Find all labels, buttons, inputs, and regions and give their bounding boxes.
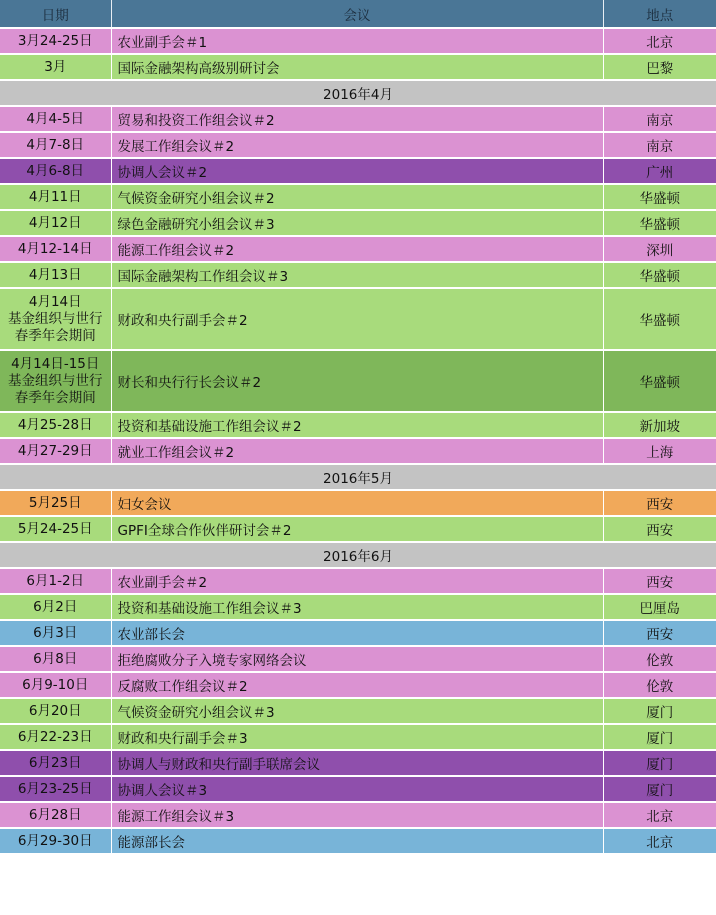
date-text: 3月24-25日 <box>17 32 93 49</box>
location-cell: 伦敦 <box>603 646 716 672</box>
location-cell: 西安 <box>603 568 716 594</box>
meeting-cell: 财长和央行行长会议＃2 <box>111 350 603 412</box>
location-cell: 南京 <box>603 106 716 132</box>
date-text: 6月2日 <box>33 598 78 615</box>
meeting-cell: 财政和央行副手会＃2 <box>111 288 603 350</box>
table-row <box>0 620 716 646</box>
date-cell <box>0 28 111 54</box>
date-text: 6月23日 <box>28 754 82 771</box>
date-text: 6月9-10日 <box>22 676 89 693</box>
table-row <box>0 516 716 542</box>
meeting-cell: GPFI全球合作伙伴研讨会＃2 <box>111 516 603 542</box>
date-text: 4月27-29日 <box>17 442 93 459</box>
header-row <box>0 0 716 28</box>
date-cell <box>0 672 111 698</box>
meeting-cell: 气候资金研究小组会议＃2 <box>111 184 603 210</box>
table-row <box>0 724 716 750</box>
location-cell: 北京 <box>603 28 716 54</box>
table-row <box>0 350 716 412</box>
date-cell <box>0 438 111 464</box>
date-cell <box>0 646 111 672</box>
location-cell: 深圳 <box>603 236 716 262</box>
date-text: 4月25-28日 <box>17 416 93 433</box>
meeting-cell: 农业部长会 <box>111 620 603 646</box>
section-label: 2016年4月 <box>0 80 716 106</box>
date-text: 4月11日 <box>28 188 82 205</box>
header-meeting: 会议 <box>111 0 603 28</box>
date-cell <box>0 210 111 236</box>
meeting-cell: 农业副手会＃2 <box>111 568 603 594</box>
date-cell <box>0 776 111 802</box>
table-row <box>0 184 716 210</box>
meeting-cell: 就业工作组会议＃2 <box>111 438 603 464</box>
meeting-cell: 投资和基础设施工作组会议＃3 <box>111 594 603 620</box>
date-text: 4月12日 <box>28 214 82 231</box>
date-cell <box>0 828 111 854</box>
meeting-cell: 农业副手会＃1 <box>111 28 603 54</box>
date-cell <box>0 490 111 516</box>
date-text: 6月8日 <box>33 650 78 667</box>
location-cell: 华盛顿 <box>603 184 716 210</box>
location-cell: 伦敦 <box>603 672 716 698</box>
date-cell <box>0 184 111 210</box>
date-cell <box>0 724 111 750</box>
date-cell <box>0 698 111 724</box>
location-cell: 华盛顿 <box>603 262 716 288</box>
table-row <box>0 776 716 802</box>
meeting-cell: 发展工作组会议＃2 <box>111 132 603 158</box>
location-cell: 新加坡 <box>603 412 716 438</box>
date-text: 6月29-30日 <box>17 832 93 849</box>
date-cell <box>0 262 111 288</box>
table-row <box>0 54 716 80</box>
location-cell: 巴黎 <box>603 54 716 80</box>
section-row <box>0 464 716 490</box>
meeting-cell: 拒绝腐败分子入境专家网络会议 <box>111 646 603 672</box>
table-row <box>0 158 716 184</box>
table-row <box>0 262 716 288</box>
date-text: 4月14日 基金组织与世行 春季年会期间 <box>8 293 103 344</box>
location-cell: 华盛顿 <box>603 210 716 236</box>
meeting-cell: 协调人会议＃3 <box>111 776 603 802</box>
location-cell: 厦门 <box>603 776 716 802</box>
date-cell <box>0 594 111 620</box>
table-row <box>0 28 716 54</box>
location-cell: 北京 <box>603 802 716 828</box>
table-row <box>0 412 716 438</box>
date-cell <box>0 516 111 542</box>
date-cell <box>0 620 111 646</box>
date-text: 6月28日 <box>28 806 82 823</box>
date-text: 5月25日 <box>28 494 82 511</box>
date-text: 5月24-25日 <box>17 520 93 537</box>
location-cell: 华盛顿 <box>603 288 716 350</box>
header-location: 地点 <box>603 0 716 28</box>
location-cell: 北京 <box>603 828 716 854</box>
meeting-cell: 气候资金研究小组会议＃3 <box>111 698 603 724</box>
table-row <box>0 288 716 350</box>
date-cell <box>0 288 111 350</box>
location-cell: 华盛顿 <box>603 350 716 412</box>
table-row <box>0 438 716 464</box>
header-date: 日期 <box>0 0 111 28</box>
table-row <box>0 750 716 776</box>
meeting-cell: 反腐败工作组会议＃2 <box>111 672 603 698</box>
meeting-cell: 贸易和投资工作组会议＃2 <box>111 106 603 132</box>
date-cell <box>0 802 111 828</box>
location-cell: 西安 <box>603 516 716 542</box>
location-cell: 西安 <box>603 490 716 516</box>
date-cell <box>0 750 111 776</box>
date-cell <box>0 412 111 438</box>
meeting-cell: 能源工作组会议＃3 <box>111 802 603 828</box>
date-cell <box>0 54 111 80</box>
table-row <box>0 210 716 236</box>
date-text: 4月6-8日 <box>26 162 85 179</box>
date-cell <box>0 158 111 184</box>
date-text: 6月3日 <box>33 624 78 641</box>
meeting-cell: 能源部长会 <box>111 828 603 854</box>
date-text: 6月23-25日 <box>17 780 93 797</box>
location-cell: 上海 <box>603 438 716 464</box>
table-row <box>0 236 716 262</box>
date-text: 4月12-14日 <box>17 240 93 257</box>
meeting-cell: 财政和央行副手会＃3 <box>111 724 603 750</box>
meeting-cell: 妇女会议 <box>111 490 603 516</box>
location-cell: 南京 <box>603 132 716 158</box>
date-text: 4月7-8日 <box>26 136 85 153</box>
table-body <box>0 28 716 854</box>
meeting-cell: 国际金融架构高级别研讨会 <box>111 54 603 80</box>
table-row <box>0 802 716 828</box>
location-cell: 厦门 <box>603 698 716 724</box>
date-cell <box>0 132 111 158</box>
location-cell: 广州 <box>603 158 716 184</box>
table-row <box>0 698 716 724</box>
table-row <box>0 672 716 698</box>
date-cell <box>0 350 111 412</box>
meeting-cell: 投资和基础设施工作组会议＃2 <box>111 412 603 438</box>
date-text: 6月1-2日 <box>26 572 85 589</box>
section-label: 2016年6月 <box>0 542 716 568</box>
meeting-cell: 协调人与财政和央行副手联席会议 <box>111 750 603 776</box>
table-row <box>0 568 716 594</box>
location-cell: 厦门 <box>603 724 716 750</box>
meeting-cell: 能源工作组会议＃2 <box>111 236 603 262</box>
date-text: 6月22-23日 <box>17 728 93 745</box>
location-cell: 厦门 <box>603 750 716 776</box>
date-text: 4月13日 <box>28 266 82 283</box>
meeting-cell: 协调人会议＃2 <box>111 158 603 184</box>
date-text: 6月20日 <box>28 702 82 719</box>
table-row <box>0 132 716 158</box>
date-text: 4月14日-15日 基金组织与世行 春季年会期间 <box>8 355 103 406</box>
section-row <box>0 542 716 568</box>
location-cell: 巴厘岛 <box>603 594 716 620</box>
table-row <box>0 828 716 854</box>
date-text: 4月4-5日 <box>26 110 85 127</box>
date-cell <box>0 236 111 262</box>
table-row <box>0 490 716 516</box>
date-text: 3月 <box>44 58 67 75</box>
table-row <box>0 106 716 132</box>
section-label: 2016年5月 <box>0 464 716 490</box>
meeting-cell: 国际金融架构工作组会议＃3 <box>111 262 603 288</box>
table-row <box>0 646 716 672</box>
table-row <box>0 594 716 620</box>
meeting-cell: 绿色金融研究小组会议＃3 <box>111 210 603 236</box>
location-cell: 西安 <box>603 620 716 646</box>
section-row <box>0 80 716 106</box>
date-cell <box>0 568 111 594</box>
date-cell <box>0 106 111 132</box>
